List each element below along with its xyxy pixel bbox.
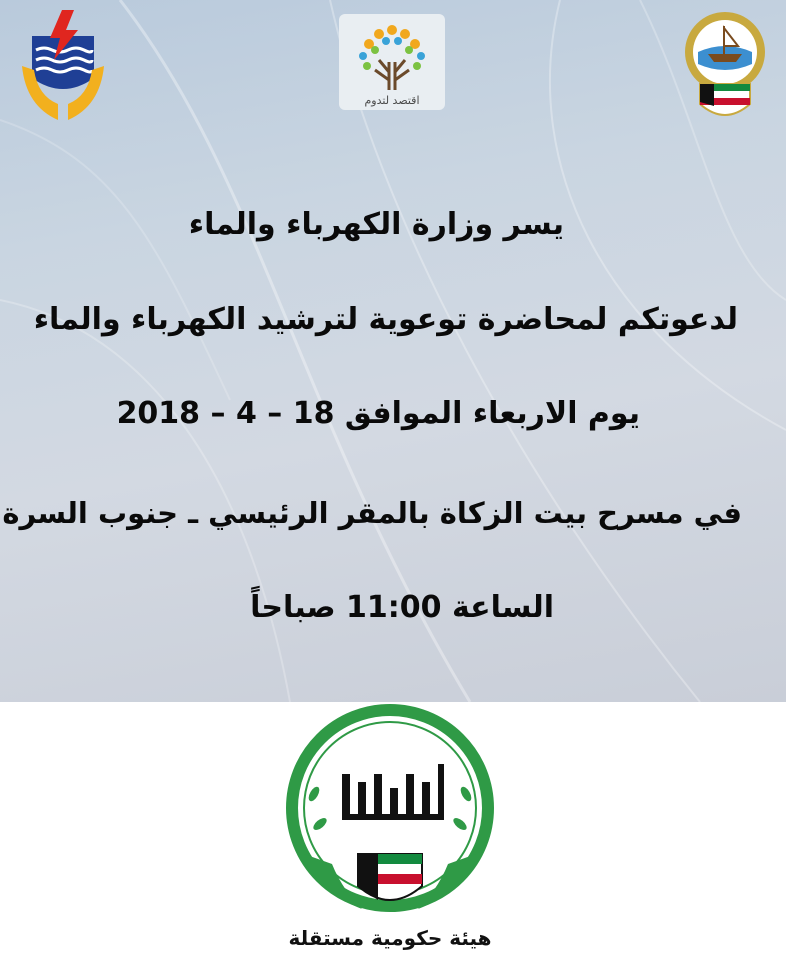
invitation-line-host: يسر وزارة الكهرباء والماء (188, 207, 564, 242)
invitation-line-purpose: لدعوتكم لمحاضرة توعوية لترشيد الكهرباء والماء (33, 302, 738, 337)
campaign-slogan: اقتصد لتدوم (364, 94, 420, 107)
invitation-line-venue: في مسرح بيت الزكاة بالمقر الرئيسي ـ جنوب السرة (2, 496, 742, 530)
zakat-house-emblem (262, 704, 518, 962)
invitation-line-date: يوم الاربعاء الموافق 18 – 4 – 2018 (116, 396, 640, 431)
conservation-campaign-logo (339, 14, 445, 110)
invitation-line-time: الساعة 11:00 صباحاً (250, 590, 554, 625)
zakat-caption: هيئة حكومية مستقلة (288, 926, 492, 950)
ministry-electricity-water-logo (14, 8, 112, 126)
kuwait-emblem (678, 6, 772, 130)
